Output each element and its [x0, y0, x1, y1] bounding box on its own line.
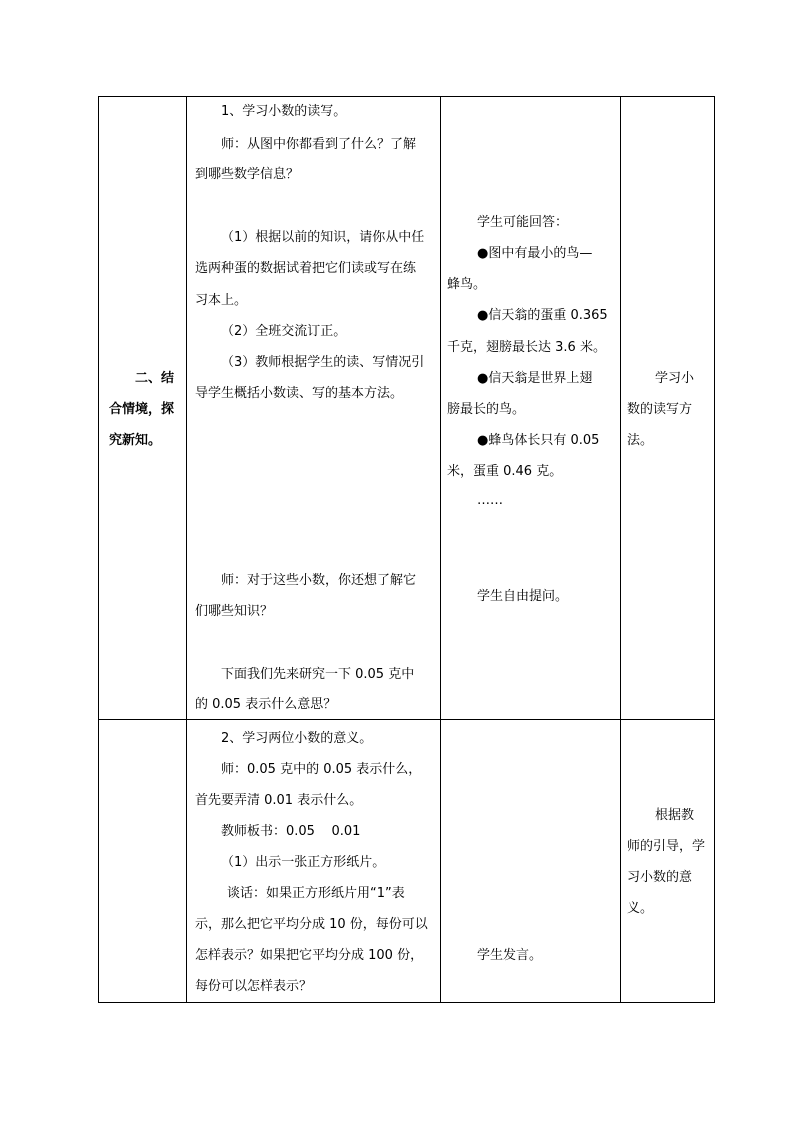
student-answer: ●信天翁是世界上翅 [477, 371, 593, 386]
teacher-step: （3）教师根据学生的读、写情况引 [221, 355, 425, 370]
lesson-table [98, 96, 715, 1003]
column-divider [186, 97, 187, 1002]
teacher-question: 师：0.05 克中的 0.05 表示什么， [221, 762, 422, 777]
board-writing: 教师板书：0.05 0.01 [221, 824, 361, 839]
teacher-talk: 谈话：如果正方形纸片用“1”表 [227, 886, 405, 901]
student-answer: ●蜂鸟体长只有 0.05 [477, 433, 600, 448]
teacher-step: 习本上。 [195, 293, 248, 308]
teacher-question: 首先要弄清 0.01 表示什么。 [195, 793, 363, 808]
teacher-step: 导学生概括小数读、写的基本方法。 [195, 386, 404, 401]
teacher-question: 们哪些知识？ [195, 604, 274, 619]
teacher-step: （2）全班交流订正。 [221, 324, 347, 339]
teacher-step: 选两种蛋的数据试着把它们读或写在练 [195, 261, 417, 276]
student-answer: ●信天翁的蛋重 0.365 [477, 308, 608, 323]
section-heading: 2、学习两位小数的意义。 [221, 731, 373, 746]
stage-label: 合情境，探 [109, 402, 175, 417]
teacher-talk: 怎样表示？如果把它平均分成 100 份， [195, 948, 424, 963]
purpose-text: 法。 [627, 433, 654, 448]
student-answer: 学生发言。 [477, 948, 543, 963]
student-answer: 米，蛋重 0.46 克。 [447, 464, 563, 479]
purpose-text: 数的读写方 [627, 402, 693, 417]
student-answer: 学生自由提问。 [477, 589, 569, 604]
purpose-text: 师的引导，学 [627, 839, 706, 854]
teacher-question: 下面我们先来研究一下 0.05 克中 [221, 667, 415, 682]
teacher-talk: 示，那么把它平均分成 10 份，每份可以 [195, 917, 428, 932]
student-answer: 膀最长的鸟。 [447, 402, 526, 417]
student-answer-intro: 学生可能回答： [477, 215, 569, 230]
stage-label: 究新知。 [109, 433, 162, 448]
purpose-text: 学习小 [655, 371, 695, 386]
column-divider [440, 97, 441, 1002]
student-answer: …… [477, 493, 503, 508]
student-answer: ●图中有最小的鸟— [477, 246, 593, 261]
teacher-question: 到哪些数学信息？ [195, 167, 300, 182]
purpose-text: 习小数的意 [627, 870, 693, 885]
column-divider [620, 97, 621, 1002]
teacher-step: （1）根据以前的知识，请你从中任 [221, 230, 425, 245]
teacher-question: 的 0.05 表示什么意思？ [195, 697, 337, 712]
purpose-text: 根据教 [655, 808, 695, 823]
teacher-step: （1）出示一张正方形纸片。 [221, 855, 386, 870]
teacher-question: 师：对于这些小数，你还想了解它 [221, 573, 417, 588]
purpose-text: 义。 [627, 901, 654, 916]
teacher-talk: 每份可以怎样表示？ [195, 979, 313, 994]
row-divider [99, 719, 714, 720]
stage-label: 二、结 [135, 371, 175, 386]
student-answer: 千克，翅膀最长达 3.6 米。 [447, 340, 606, 355]
section-heading: 1、学习小数的读写。 [221, 104, 347, 119]
student-answer: 蜂鸟。 [447, 277, 487, 292]
teacher-question: 师：从图中你都看到了什么？了解 [221, 137, 417, 152]
